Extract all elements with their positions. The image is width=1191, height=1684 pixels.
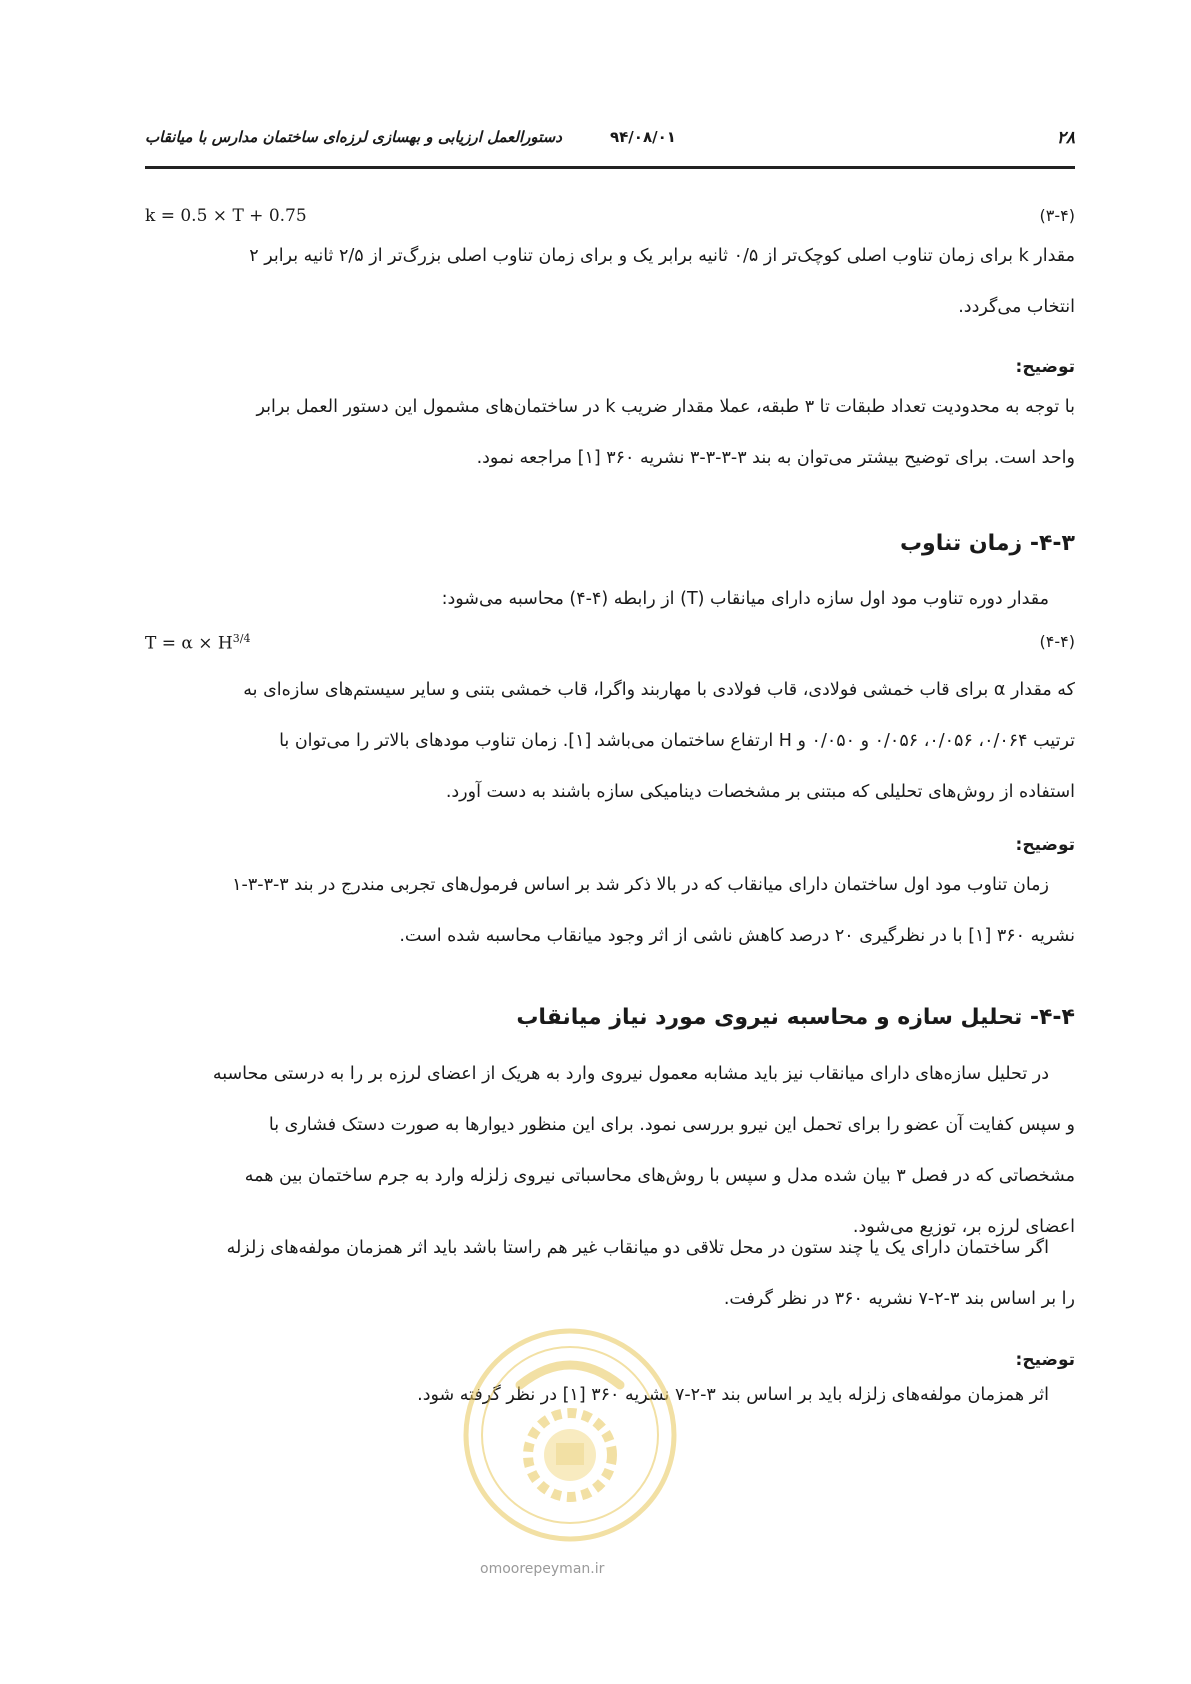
section-heading: ۴-۴- تحلیل سازه و محاسبه نیروی مورد نیاز میانقاب <box>516 1005 1075 1030</box>
header-rule <box>145 166 1075 169</box>
paragraph-line: واحد است. برای توضیح بیشتر می‌توان به بند ۳-۳-۳-۳ نشریه ۳۶۰ [۱] مراجعه نمود. <box>476 448 1075 468</box>
paragraph-line: با توجه به محدودیت تعداد طبقات تا ۳ طبقه، عملا مقدار ضریب k در ساختمان‌های مشمول این دستور العمل برابر <box>256 397 1075 417</box>
paragraph-line: اگر ساختمان دارای یک یا چند ستون در محل تلاقی دو میانقاب غیر هم راستا باشد باید اثر همزمان مولفه‌های زلزله <box>226 1238 1049 1258</box>
header-date: ۹۴/۰۸/۰۱ <box>610 128 676 146</box>
paragraph-line: انتخاب می‌گردد. <box>958 297 1075 317</box>
paragraph-line: و سپس کفایت آن عضو را برای تحمل این نیرو بررسی نمود. برای این منظور دیوارها به صورت دستک فشاری با <box>268 1115 1075 1135</box>
paragraph-line: مقدار k برای زمان تناوب اصلی کوچک‌تر از ۰/۵ ثانیه برابر یک و برای زمان تناوب اصلی بزرگ‌تر از ۲/۵ ثانیه برابر ۲ <box>249 246 1075 266</box>
paragraph-line: را بر اساس بند ۳-۲-۷ نشریه ۳۶۰ در نظر گرفت. <box>723 1289 1075 1309</box>
page-number: ۲۸ <box>1056 128 1075 148</box>
paragraph-line: در تحلیل سازه‌های دارای میانقاب نیز باید مشابه معمول نیروی وارد به هریک از اعضای لرزه بر را به درستی محاسبه <box>212 1064 1049 1084</box>
paragraph-alpha <box>145 681 1075 834</box>
paragraph-line: استفاده از روش‌های تحلیلی که مبتنی بر مشخصات دینامیکی سازه باشند به دست آورد. <box>445 782 1075 802</box>
section-heading: ۴-۳- زمان تناوب <box>899 531 1075 556</box>
note-label: توضیح: <box>1015 1350 1075 1370</box>
watermark-seal-icon <box>460 1325 680 1545</box>
paragraph-line: اعضای لرزه بر، توزیع می‌شود. <box>852 1217 1075 1237</box>
equation-4-4 <box>145 632 1075 658</box>
note-label: توضیح: <box>1015 357 1075 377</box>
note-label: توضیح: <box>1015 835 1075 855</box>
equation-number: (۳-۴) <box>1039 206 1075 225</box>
equation-formula <box>145 632 250 654</box>
formula-exponent: 3/4 <box>232 632 251 645</box>
page-header <box>145 128 1075 158</box>
formula-base: T = α × H <box>145 633 233 654</box>
header-title: دستورالعمل ارزیابی و بهسازی لرزه‌ای ساختمان مدارس با میانقاب <box>145 128 562 146</box>
equation-number: (۴-۴) <box>1039 632 1075 651</box>
paragraph-line: مشخصاتی که در فصل ۳ بیان شده مدل و سپس با روش‌های محاسباتی نیروی زلزله وارد به جرم ساختمان بین همه <box>244 1166 1075 1186</box>
note-paragraph <box>145 398 1075 500</box>
paragraph-line: اثر همزمان مولفه‌های زلزله باید بر اساس بند ۳-۲-۷ نشریه ۳۶۰ [۱] در نظر گرفته شود. <box>417 1385 1049 1405</box>
paragraph-line: که مقدار α برای قاب خمشی فولادی، قاب فولادی با مهاربند واگرا، قاب خمشی بتنی و سایر سیستم‌های سازه‌ای به <box>243 680 1075 700</box>
equation-4-3 <box>145 206 1075 232</box>
paragraph-line: نشریه ۳۶۰ [۱] با در نظرگیری ۲۰ درصد کاهش ناشی از اثر وجود میانقاب محاسبه شده است. <box>399 926 1075 946</box>
paragraph-line: مقدار دوره تناوب مود اول سازه دارای میانقاب (T) از رابطه (۴-۴) محاسبه می‌شود: <box>441 589 1049 609</box>
paragraph-k-value <box>145 247 1075 349</box>
equation-formula: k = 0.5 × T + 0.75 <box>145 206 307 226</box>
note-paragraph <box>145 876 1075 978</box>
watermark-caption: omoorepeyman.ir <box>480 1561 605 1577</box>
paragraph-line: ترتیب ۰/۰۶۴، ۰/۰۵۶، ۰/۰۵۶ و ۰/۰۵۰ و H ارتفاع ساختمان می‌باشد [۱]. زمان تناوب مودهای بالاتر را می‌توان با <box>279 731 1075 751</box>
paragraph-line: زمان تناوب مود اول ساختمان دارای میانقاب که در بالا ذکر شد بر اساس فرمول‌های تجربی مندرج در بند ۳-۳-۳-۱ <box>232 875 1049 895</box>
